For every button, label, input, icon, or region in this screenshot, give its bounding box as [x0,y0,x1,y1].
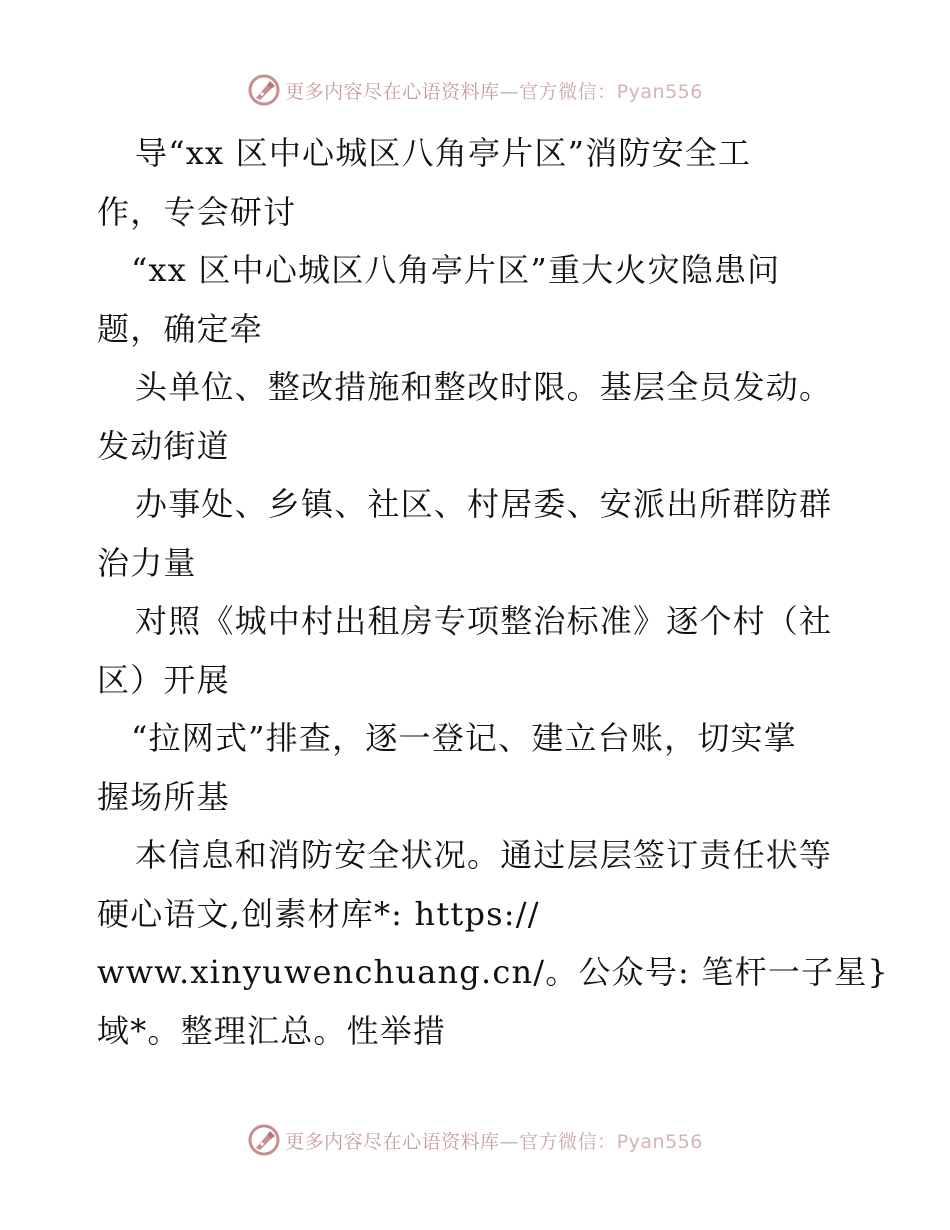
header-watermark [0,70,950,110]
body-line: www.xinyuwenchuang.cn/。公众号: 笔杆一子星} [97,953,889,991]
body-line: “拉网式”排查，逐一登记、建立台账，切实掌 [131,719,797,757]
watermark-main-text: 更多内容尽在心语资料库 [285,80,500,103]
watermark-wechat-id: Pyan556 [616,80,703,103]
watermark-wechat-label: 官方微信： [519,80,617,103]
watermark-wechat-label: 官方微信： [519,1130,617,1153]
body-line: 区）开展 [97,660,230,699]
watermark-main-text: 更多内容尽在心语资料库 [285,1130,500,1153]
body-line: 导“xx 区中心城区八角亭片区”消防安全工 [135,134,752,172]
footer-watermark [0,1120,950,1160]
body-line: 作，专会研讨 [97,192,297,231]
body-line: “xx 区中心城区八角亭片区”重大火灾隐患问 [131,251,781,289]
pen-nib-logo-icon [247,1123,281,1157]
body-line: 对照《城中村出租房专项整治标准》逐个村（社 [135,602,833,640]
body-line: 题，确定牵 [97,309,264,348]
pen-nib-logo-icon [247,73,281,107]
watermark-wechat-id: Pyan556 [616,1130,703,1153]
body-line: 本信息和消防安全状况。通过层层签订责任状等 [135,836,833,874]
watermark-text [285,77,703,104]
body-line: 域*。整理汇总。性举措 [97,1011,447,1050]
watermark-separator: — [499,1130,520,1153]
body-line: 头单位、整改措施和整改时限。基层全员发动。 [135,368,833,406]
body-line: 硬心语文,创素材库*: https:// [97,894,540,933]
body-line: 握场所基 [97,777,230,816]
body-line: 治力量 [97,543,197,582]
document-body [97,124,889,1060]
watermark-text [285,1127,703,1154]
body-line: 发动街道 [97,426,230,465]
watermark-separator: — [499,80,520,103]
body-line: 办事处、乡镇、社区、村居委、安派出所群防群 [135,485,833,523]
